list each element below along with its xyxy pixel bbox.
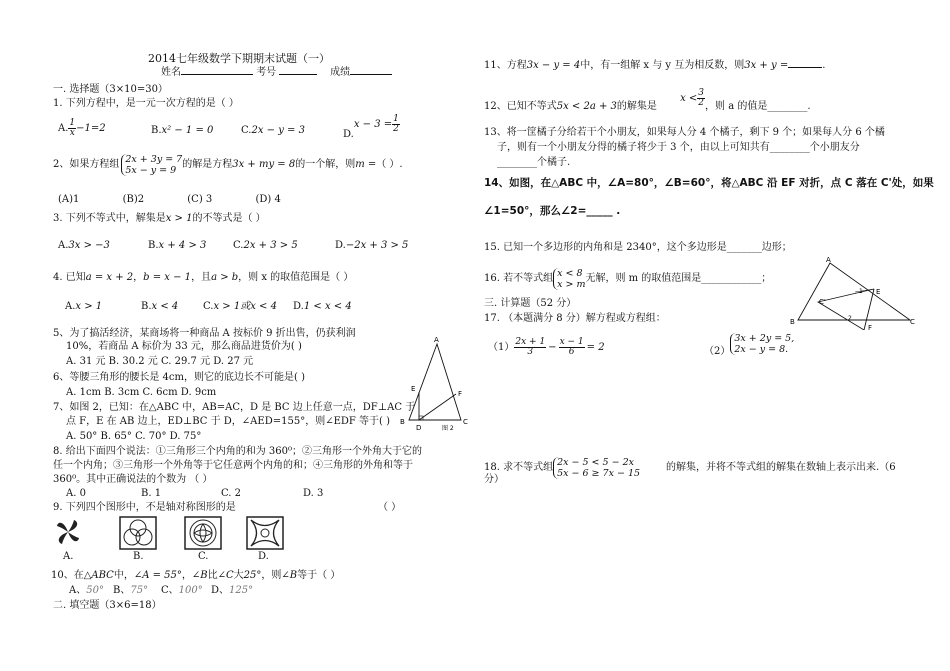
figure-2-triangle: [397, 334, 477, 432]
q9-label-c: C.: [198, 551, 209, 562]
q5-line1: 5、为了搞活经济，某商场将一种商品 A 按标价 9 折出售，仍获利润: [53, 328, 356, 339]
q9-figure-c-flower-icon: [183, 515, 223, 551]
q10-stem: 10、在△ABC中，∠A = 55°，∠B比∠C大25°，则∠B等于（ ）: [51, 570, 341, 581]
score-field[interactable]: [350, 74, 392, 75]
fig2-label-c: C: [463, 418, 468, 426]
q11-stem: 11、方程3x − y = 4中，有一组解 x 与 y 互为相反数，则3x + y = .: [484, 60, 826, 71]
q9-paren: （ ）: [378, 502, 402, 513]
fig2-label-b: B: [400, 418, 405, 426]
q14-line1: 14、如图，在△ABC 中，∠A=80°，∠B=60°，将△ABC 沿 EF 对折，点 C 落在 C'处，如果: [484, 177, 934, 189]
q4-stem: 4. 已知a = x + 2，b = x − 1，且a > b，则 x 的取值范围是（ ）: [53, 272, 354, 283]
q2-option-d: (D) 4: [255, 194, 281, 205]
q12-stem: 12、已知不等式5x < 2a + 3的解集是 x < $\frac{3}{2}$ ，则 a 的值是________.: [484, 88, 811, 112]
q8-line1: 8. 给出下面四个说法：①三角形三个内角的和为 360⁰；②三角形一个外角大于它的: [53, 446, 422, 457]
q9-label-d: D.: [258, 551, 269, 562]
page-title: 2014七年级数学下期期末试题（一）: [148, 52, 330, 65]
section-1-title: 一. 选择题（3×10=30）: [53, 84, 168, 95]
q3-stem: 3. 下列不等式中，解集是x > 1的不等式是（ ）: [53, 213, 266, 224]
score-label: 成绩: [330, 67, 351, 78]
exam-no-label: 考号: [256, 67, 277, 78]
q2-option-a: (A)1: [58, 194, 80, 205]
fig14-angle-1: 1: [859, 288, 863, 295]
q10-option-d: D、125°: [211, 585, 254, 596]
q8-line2: 任一个内角；③三角形一个外角等于它任意两个内角的和；④三角形的外角和等于: [53, 460, 413, 471]
q1-option-d: D.x − 3 = $\frac{1}{2}$: [343, 114, 399, 140]
q2-option-b: (B)2: [122, 194, 145, 205]
q9-figure-b-circles-icon: [118, 515, 158, 551]
fig14-label-b: B: [790, 318, 795, 326]
name-label: 姓名: [161, 67, 181, 78]
q8-option-c: C. 2: [221, 488, 242, 499]
q8-option-d: D. 3: [303, 488, 324, 499]
q4-option-c: C.x > 1或x < 4: [203, 301, 277, 312]
q13-line1: 13、将一筐橘子分给若干个小朋友，如果每人分 4 个橘子，剩下 9 个；如果每人分 6 个橘: [484, 127, 885, 138]
fig2-label-f: F: [458, 390, 463, 398]
q4-option-a: A.x > 1: [65, 301, 103, 312]
q17-stem: 17. （本题满分 8 分）解方程或方程组：: [484, 313, 666, 324]
q3-option-b: B.x + 4 > 3: [148, 240, 207, 251]
q1-a-fraction: $\frac{1}{x}$: [69, 118, 76, 138]
q3-option-c: C.2x + 3 > 5: [233, 240, 298, 251]
q5-line2: 10%，若商品 A 标价为 33 元，那么商品进货价为( ): [66, 341, 302, 352]
fig14-label-c: C: [910, 318, 915, 326]
fig2-label-d: D: [416, 424, 422, 432]
q6-stem: 6、等腰三角形的腰长是 4cm，则它的底边长不可能是( ): [53, 372, 305, 383]
q7-options: A. 50° B. 65° C. 70° D. 75°: [66, 431, 202, 442]
q1-stem: 1. 下列方程中，是一元一次方程的是（ ）: [53, 98, 239, 109]
fig2-label-e: E: [411, 385, 416, 393]
q9-figure-a-pinwheel-icon: [55, 517, 81, 547]
q5-options: A. 31 元 B. 30.2 元 C. 29.7 元 D. 27 元: [66, 356, 254, 367]
q16-stem: 16. 若不等式组 x < 8 x > m 无解，则 m 的取值范围是____________；: [484, 267, 772, 290]
q9-label-a: A.: [63, 551, 74, 562]
q1-a-math: −1=2: [76, 123, 106, 134]
fig14-label-f: F: [868, 324, 873, 330]
q6-options: A. 1cm B. 3cm C. 6cm D. 9cm: [66, 387, 217, 398]
q14-line2: ∠1=50°，那么∠2=_____ .: [484, 205, 621, 217]
q18-stem: 18. 求不等式组 2x − 5 < 5 − 2x 5x − 6 ≥ 7x − 15 的解集，并将不等式组的解集在数轴上表示出来.（6: [484, 456, 896, 479]
q17-part1: （1） $\frac{2x + 1}{3}$ − $\frac{x - 1}{6}$ = 2: [488, 337, 605, 357]
q10-option-c: C、100°: [161, 585, 203, 596]
q2-option-c: (C) 3: [187, 194, 213, 205]
q1-option-c: C.2x − y = 3: [241, 125, 305, 136]
q11-answer-blank[interactable]: [788, 67, 822, 68]
exam-no-field[interactable]: [279, 74, 317, 75]
q7-line2: 点 F，E 在 AB 边上，ED⊥BC 于 D，∠AED=155°，则∠EDF 等于( ): [66, 416, 390, 427]
q7-line1: 7、如图 2，已知：在△ABC 中，AB=AC，D 是 BC 边上任意一点，DF⊥AC 于: [53, 402, 416, 413]
section-3-title: 三. 计算题（52 分）: [484, 298, 577, 309]
section-2-title: 二. 填空题（3×6=18）: [53, 600, 162, 611]
figure-14-triangle: [790, 256, 918, 330]
q4-option-d: D.1 < x < 4: [293, 301, 352, 312]
q4-option-b: B.x < 4: [141, 301, 179, 312]
q13-line3: ________个橘子.: [497, 157, 571, 168]
q15-stem: 15. 已知一个多边形的内角和是 2340°，这个多边形是_______边形；: [484, 242, 792, 253]
q9-stem: 9. 下列四个图形中，不是轴对称图形的是: [53, 502, 236, 513]
q13-line2: 子，则有一个小朋友分得的橘子将少于 3 个，由以上可知共有________个小朋友分: [497, 142, 860, 153]
fig2-label-a: A: [434, 336, 439, 344]
q2-stem: 2、如果方程组 2x + 3y = 7 5x − y = 9 的解是方程3x + my = 8的一个解，则m =（ ）.: [53, 153, 403, 176]
student-info: [161, 67, 392, 79]
q1-option-b: B.x² − 1 = 0: [151, 125, 214, 136]
q2-options: [58, 194, 281, 206]
q1-options: [58, 116, 106, 142]
q3-option-a: A.3x > −3: [58, 240, 110, 251]
fig14-label-e: E: [876, 288, 881, 296]
q8-line3: 360⁰。其中正确说法的个数为 （ ）: [53, 474, 213, 485]
fig2-caption: 图 2: [442, 425, 454, 432]
q17-part2: （2） 3x + 2y = 5, 2x − y = 8.: [704, 332, 795, 357]
q9-label-b: B.: [133, 551, 144, 562]
q10-option-a: A、50°: [69, 585, 104, 596]
name-field[interactable]: [181, 74, 253, 75]
q3-option-d: D.−2x + 3 > 5: [335, 240, 409, 251]
q1-option-a: A.: [58, 123, 69, 134]
q18-stem-end: 分）: [484, 474, 504, 485]
fig14-label-a: A: [826, 256, 831, 264]
q9-figure-d-star-icon: [245, 515, 285, 551]
fig14-label-c-prime: C': [819, 298, 826, 306]
q8-option-a: A. 0: [66, 488, 86, 499]
q10-option-b: B、75°: [113, 585, 149, 596]
fig14-angle-2: 2: [848, 315, 852, 322]
q8-option-b: B. 1: [141, 488, 162, 499]
